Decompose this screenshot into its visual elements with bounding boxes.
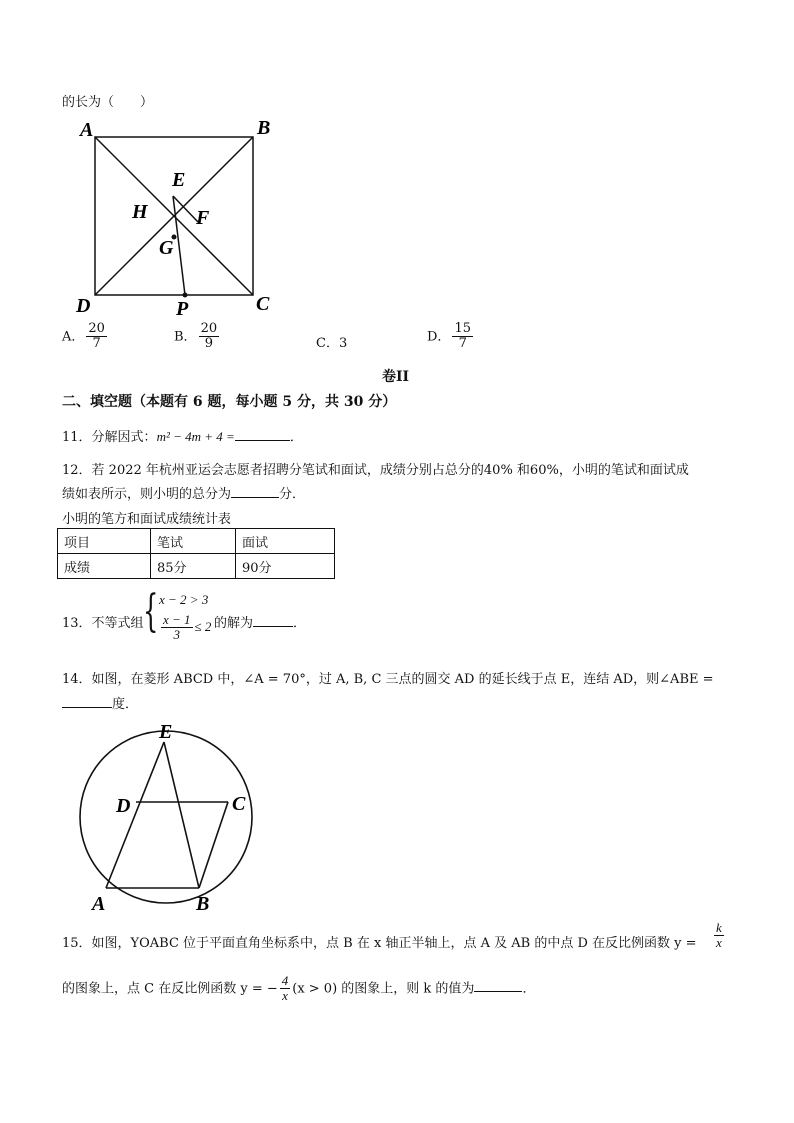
label-e: E [172,169,186,191]
table-cell: 面试 [236,529,335,554]
question-12-line1: 12．若 2022 年杭州亚运会志愿者招聘分笔试和面试，成绩分别占总分的40% 和60%，小明的笔试和面试成 [62,463,689,478]
question-13-label: 13．不等式组 [62,616,144,631]
score-table [57,528,335,579]
option-a[interactable]: A． $\frac{20}{7}$ [62,321,105,352]
q15-fraction-k-over-x: $\frac{k}{x}$ [716,920,722,951]
question-15-line2: 的图象上，点 C 在反比例函数 y = − $\frac{4}{x}$ (x > 0) 的图象上，则 k 的值为 ． [62,973,536,1004]
circumcircle [80,731,252,903]
segment-cb [199,802,228,888]
q11-answer-blank[interactable] [235,428,290,441]
label-a: A [80,119,94,141]
volume-title: 卷II [382,369,410,385]
table-cell: 85分 [151,554,236,579]
table-cell: 90分 [236,554,335,579]
q14-figure [64,722,264,912]
q13-brace: { [143,586,159,637]
option-a-fraction: $\frac{20}{7}$ [88,321,105,352]
label-c: C [232,793,246,815]
option-d-fraction: $\frac{15}{7}$ [454,321,471,352]
section-heading: 二、填空题（本题有 6 题，每小题 5 分，共 30 分） [62,394,397,410]
q11-expression: m² − 4m + 4 = [156,429,235,444]
option-b[interactable]: B． $\frac{20}{9}$ [174,321,218,352]
option-c[interactable]: C．3 [316,336,348,351]
option-b-fraction: $\frac{20}{9}$ [200,321,218,352]
label-h: H [132,201,148,223]
label-p: P [176,298,189,320]
q13-inequality-1: x − 2 > 3 [159,592,209,607]
label-g: G [159,237,174,259]
question-11: 11．分解因式：m² − 4m + 4 = ． [62,429,303,445]
label-d: D [76,295,91,317]
label-c: C [256,293,270,315]
table-row [58,554,335,579]
segment-ae [106,742,164,888]
label-a: A [92,893,106,912]
table-cell: 项目 [58,529,151,554]
table-header-row [58,529,335,554]
label-e: E [159,722,173,743]
q10-figure [70,112,285,322]
q12-table-title: 小明的笔方和面试成绩统计表 [62,512,232,527]
q15-fraction-4-over-x: $\frac{4}{x}$ [281,973,289,1004]
table-cell: 笔试 [151,529,236,554]
label-b: B [196,893,210,912]
q13-answer-blank[interactable] [253,614,293,627]
question-12-line2: 绩如表所示，则小明的总分为 分． [62,487,306,502]
question-14-line1: 14．如图，在菱形 ABCD 中，∠A = 70°，过 A, B, C 三点的圆交 AD 的延长线于点 E，连结 AD，则∠ABE = [62,672,714,687]
option-d[interactable]: D． $\frac{15}{7}$ [427,321,471,352]
segment-eb [164,742,199,888]
label-b: B [257,117,271,139]
q13-inequality-2: $\frac{x - 1}{3}$ ≤ 2 [163,612,212,643]
label-d: D [116,795,131,817]
question-15-line1: 15．如图，YOABC 位于平面直角坐标系中，点 B 在 x 轴正半轴上，点 A 及 AB 的中点 D 在反比例函数 y = [62,936,697,951]
q10-stem-tail: 的长为（ ） [62,95,154,110]
q15-answer-blank[interactable] [474,979,522,992]
label-f: F [196,207,210,229]
table-cell: 成绩 [58,554,151,579]
point-p [183,293,188,298]
q14-answer-blank[interactable] [62,695,112,708]
q13-tail: 的解为 ． [214,616,307,631]
question-14-line2: 度． [62,693,138,712]
q12-answer-blank[interactable] [231,485,279,498]
